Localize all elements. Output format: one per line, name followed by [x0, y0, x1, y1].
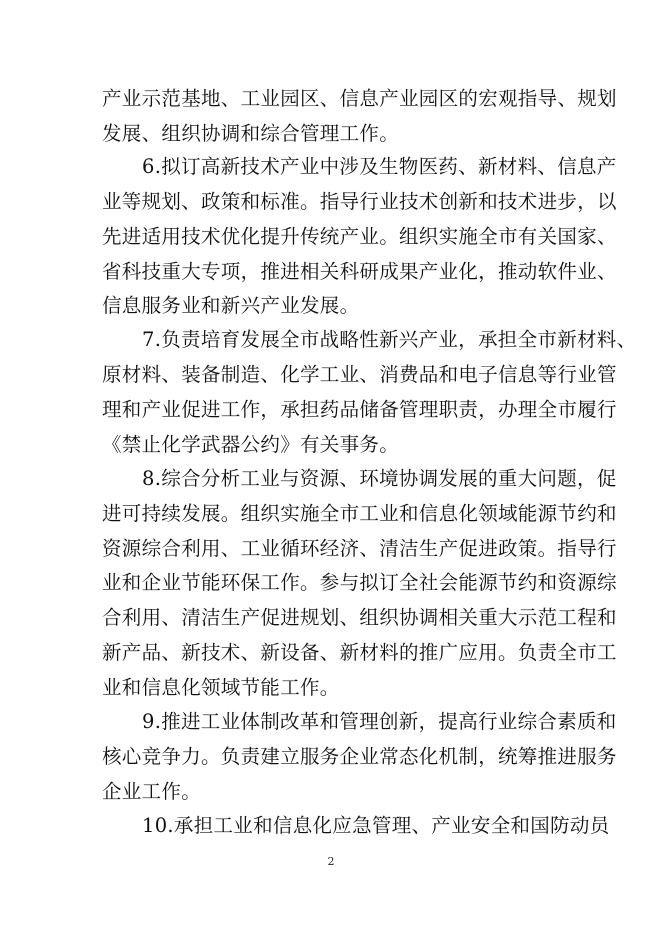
item-10-first-line: 10.承担工业和信息化应急管理、产业安全和国防动员	[142, 814, 610, 837]
item-9-first-line: 9.推进工业体制改革和管理创新，提高行业综合素质和	[142, 710, 617, 733]
body-line: 核心竞争力。负责建立服务企业常态化机制，统筹推进服务	[102, 745, 617, 768]
body-line: 发展、组织协调和综合管理工作。	[102, 122, 400, 145]
body-line: 业和信息化领域节能工作。	[102, 676, 340, 699]
body-line: 资源综合利用、工业循环经济、清洁生产促进政策。指导行	[102, 537, 617, 560]
body-line: 新产品、新技术、新设备、新材料的推广应用。负责全市工	[102, 641, 617, 664]
body-line: 业和企业节能环保工作。参与拟订全社会能源节约和资源综	[102, 571, 617, 594]
item-6-first-line: 6.拟订高新技术产业中涉及生物医药、新材料、信息产	[142, 155, 617, 178]
body-line: 原材料、装备制造、化学工业、消费品和电子信息等行业管	[102, 363, 617, 386]
body-line: 《禁止化学武器公约》有关事务。	[102, 433, 400, 456]
body-line: 合利用、清洁生产促进规划、组织协调相关重大示范工程和	[102, 606, 617, 629]
body-line: 省科技重大专项，推进相关科研成果产业化，推动软件业、	[102, 260, 617, 283]
body-line: 信息服务业和新兴产业发展。	[102, 294, 360, 317]
body-line: 进可持续发展。组织实施全市工业和信息化领域能源节约和	[102, 502, 617, 525]
body-line: 企业工作。	[102, 780, 202, 803]
body-line: 先进适用技术优化提升传统产业。组织实施全市有关国家、	[102, 225, 617, 248]
page-number: 2	[327, 855, 335, 868]
item-8-first-line: 8.综合分析工业与资源、环境协调发展的重大问题，促	[142, 467, 617, 490]
body-line: 产业示范基地、工业园区、信息产业园区的宏观指导、规划	[102, 87, 617, 110]
body-line: 理和产业促进工作，承担药品储备管理职责，办理全市履行	[102, 398, 617, 421]
item-7-first-line: 7.负责培育发展全市战略性新兴产业，承担全市新材料、	[142, 328, 637, 351]
body-line: 业等规划、政策和标准。指导行业技术创新和技术进步，以	[102, 190, 617, 213]
